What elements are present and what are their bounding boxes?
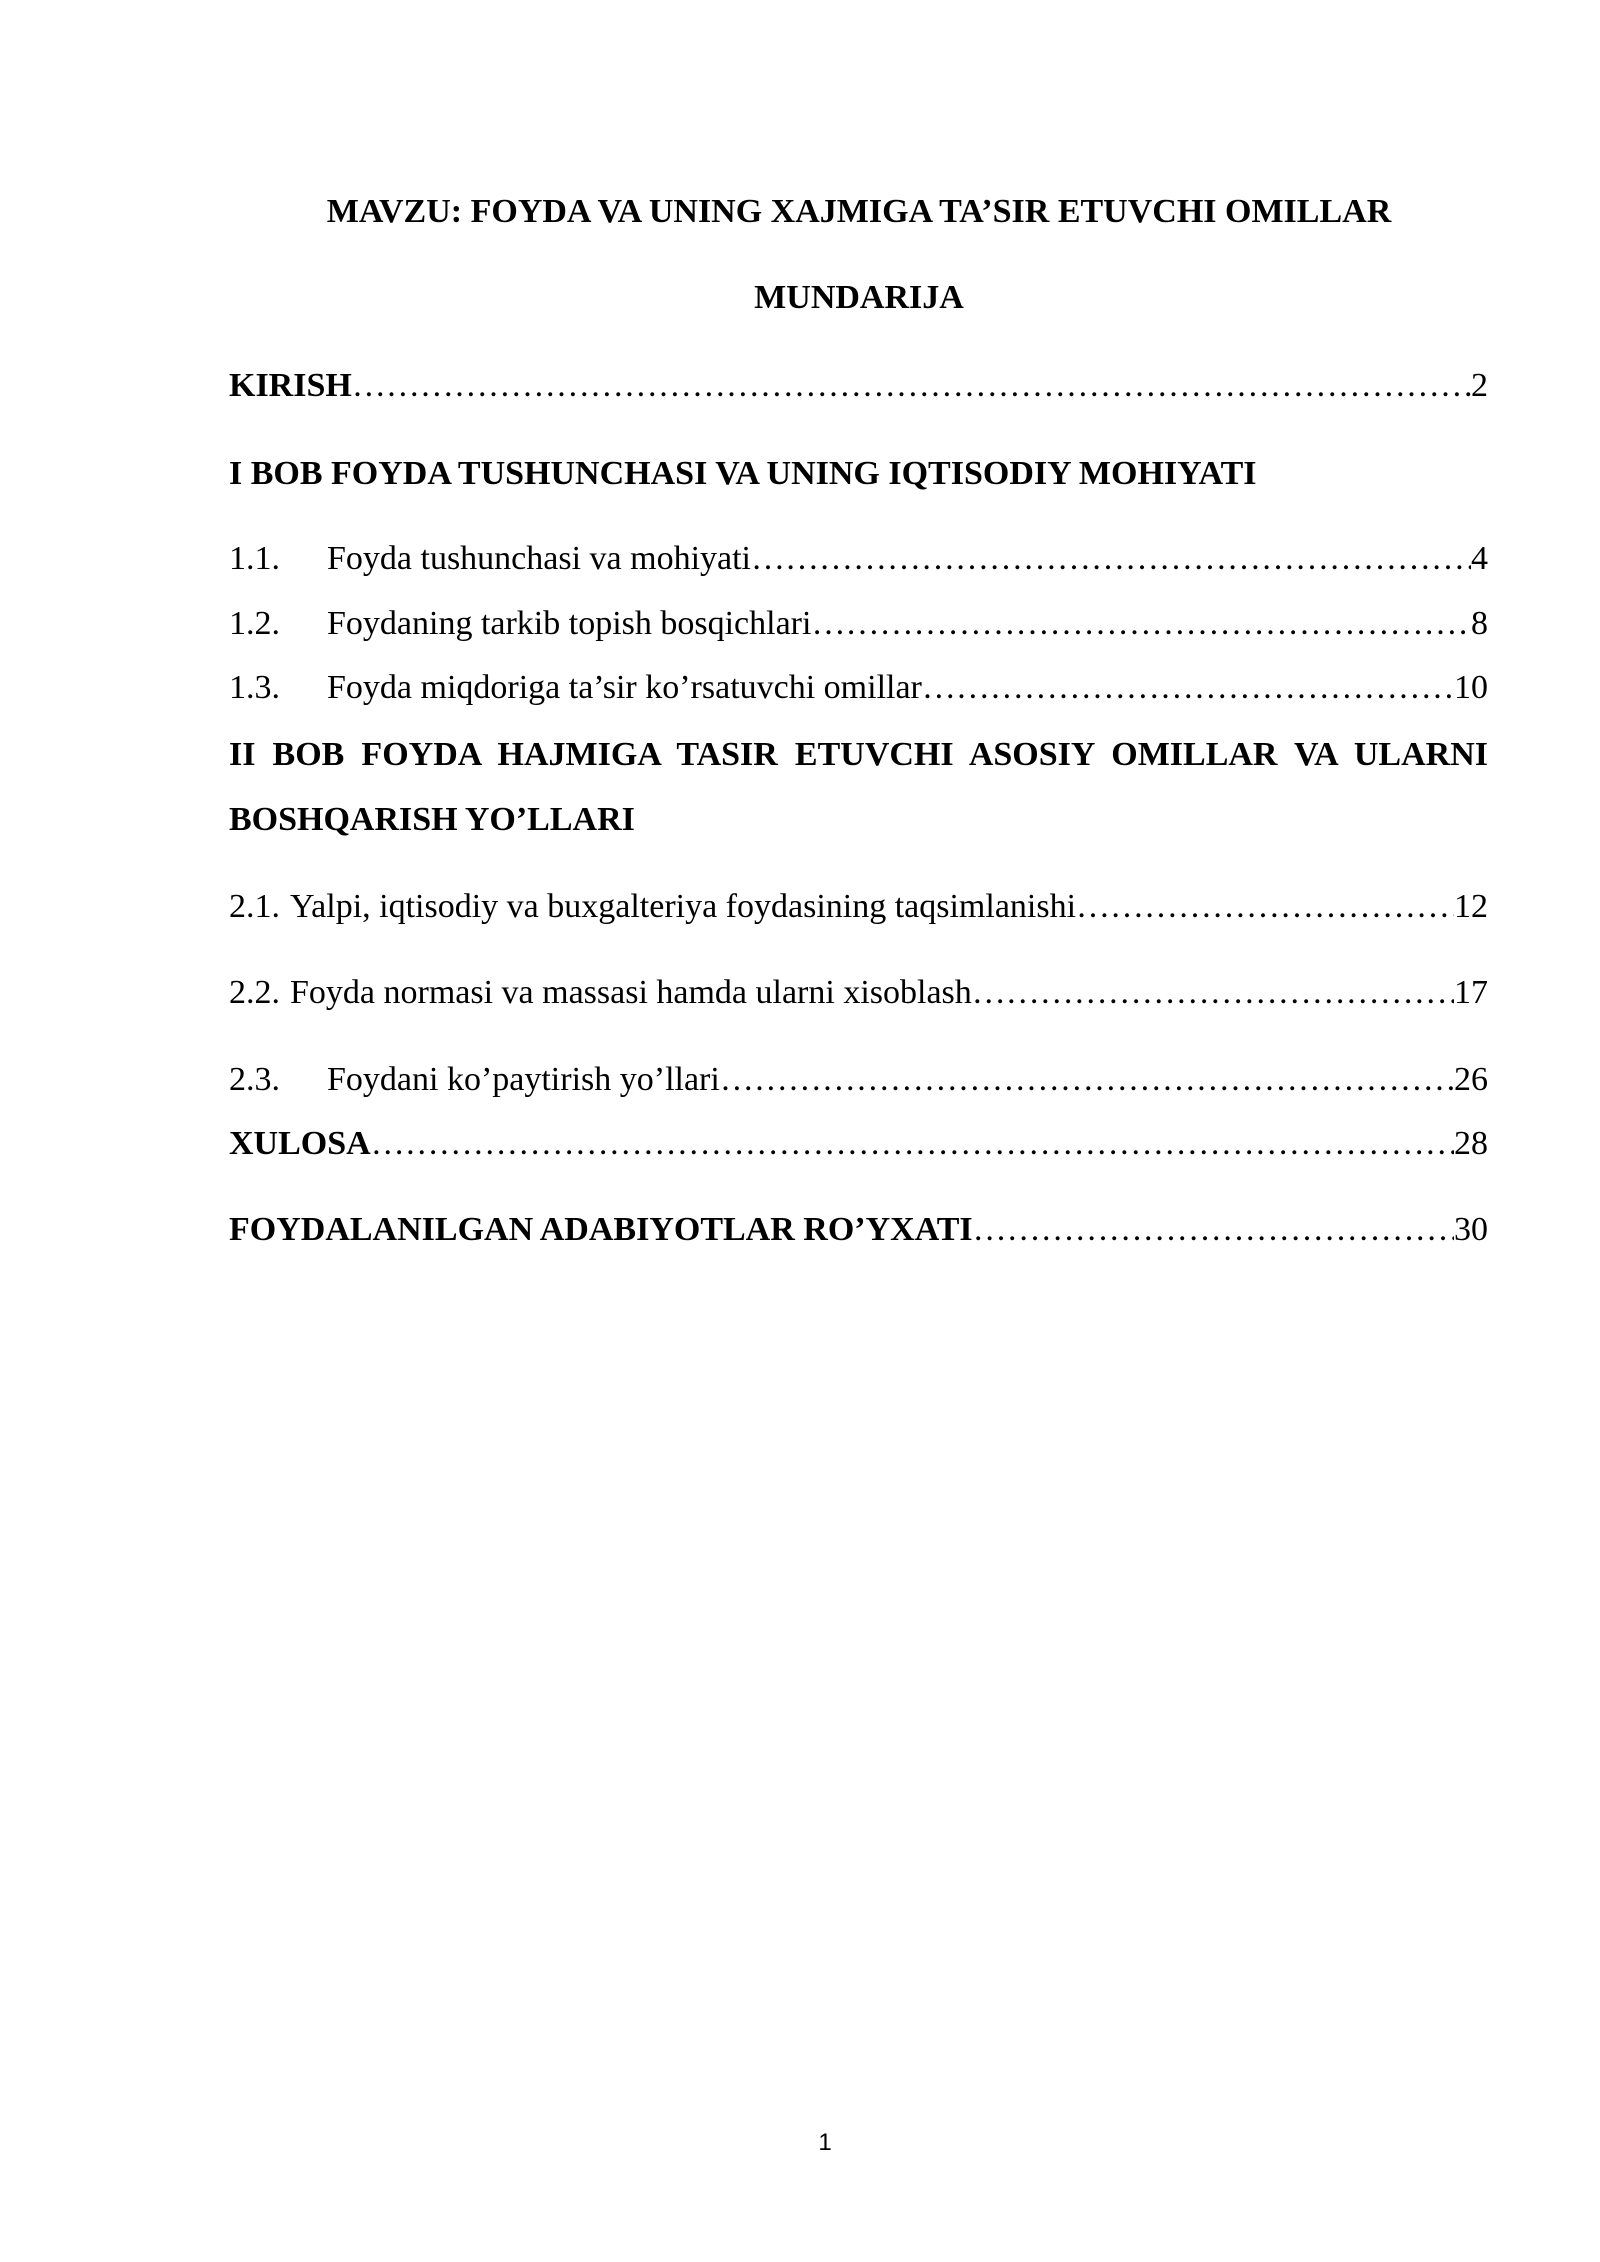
toc-entry-number: 1.3. <box>229 669 280 706</box>
toc-leader-dots <box>1076 887 1454 927</box>
toc-leader-dots <box>973 1210 1454 1250</box>
chapter-2-heading: II BOB FOYDA HAJMIGA TASIR ETUVCHI ASOSIY OMILLAR VA ULARNI BOSHQARISH YO’LLARI <box>229 736 1488 838</box>
toc-leader-dots <box>811 604 1471 644</box>
toc-entry-number: 2.3. <box>229 1061 280 1098</box>
toc-entry-conclusion <box>229 1124 1488 1164</box>
document-title: MAVZU: FOYDA VA UNING XAJMIGA TA’SIR ETUVCHI OMILLAR <box>326 193 1392 230</box>
toc-page-number: 28 <box>1454 1125 1488 1162</box>
toc-entry-label: Foydaning tarkib topish bosqichlari <box>327 605 812 642</box>
toc-heading: MUNDARIJA <box>754 279 964 316</box>
toc-leader-dots <box>972 973 1454 1013</box>
toc-leader-dots <box>922 668 1454 708</box>
toc-entry-number: 1.1. <box>229 540 280 577</box>
toc-entry-1-2 <box>229 604 1488 644</box>
toc-entry-label: Foyda tushunchasi va mohiyati <box>327 540 752 577</box>
toc-entry-number: 1.2. <box>229 605 280 642</box>
toc-entry-label: Foyda normasi va massasi hamda ularni xisoblash <box>290 974 972 1011</box>
toc-entry-label: XULOSA <box>229 1125 371 1162</box>
toc-leader-dots <box>751 539 1471 579</box>
toc-entry-2-2 <box>229 973 1488 1013</box>
toc-page-number: 10 <box>1454 669 1488 706</box>
toc-page-number: 30 <box>1454 1211 1488 1248</box>
page-number-footer: 1 <box>818 2129 832 2156</box>
toc-page-number: 12 <box>1454 888 1488 925</box>
toc-entry-number: 2.2. <box>229 974 280 1011</box>
toc-entry-1-1 <box>229 539 1488 579</box>
toc-entry-label: Yalpi, iqtisodiy va buxgalteriya foydasining taqsimlanishi <box>290 888 1077 925</box>
toc-entry-label: KIRISH <box>229 367 352 404</box>
toc-entry-2-1 <box>229 887 1488 927</box>
toc-page-number: 4 <box>1471 540 1488 577</box>
toc-entry-references <box>229 1210 1488 1250</box>
toc-entry-label: Foyda miqdoriga ta’sir ko’rsatuvchi omillar <box>327 669 922 706</box>
toc-entry-label: Foydani ko’paytirish yo’llari <box>327 1061 720 1098</box>
toc-entry-1-3 <box>229 668 1488 708</box>
chapter-1-heading: I BOB FOYDA TUSHUNCHASI VA UNING IQTISODIY MOHIYATI <box>229 455 1257 492</box>
toc-leader-dots <box>720 1060 1454 1100</box>
toc-entry-label: FOYDALANILGAN ADABIYOTLAR RO’YXATI <box>229 1211 973 1248</box>
toc-page-number: 17 <box>1454 974 1488 1011</box>
toc-page-number: 26 <box>1454 1061 1488 1098</box>
toc-page-number: 2 <box>1471 367 1488 404</box>
toc-entry-2-3 <box>229 1060 1488 1100</box>
toc-page-number: 8 <box>1471 605 1488 642</box>
toc-leader-dots <box>352 366 1471 406</box>
toc-leader-dots <box>371 1124 1454 1164</box>
toc-entry-intro <box>229 366 1488 406</box>
toc-entry-number: 2.1. <box>229 888 280 925</box>
